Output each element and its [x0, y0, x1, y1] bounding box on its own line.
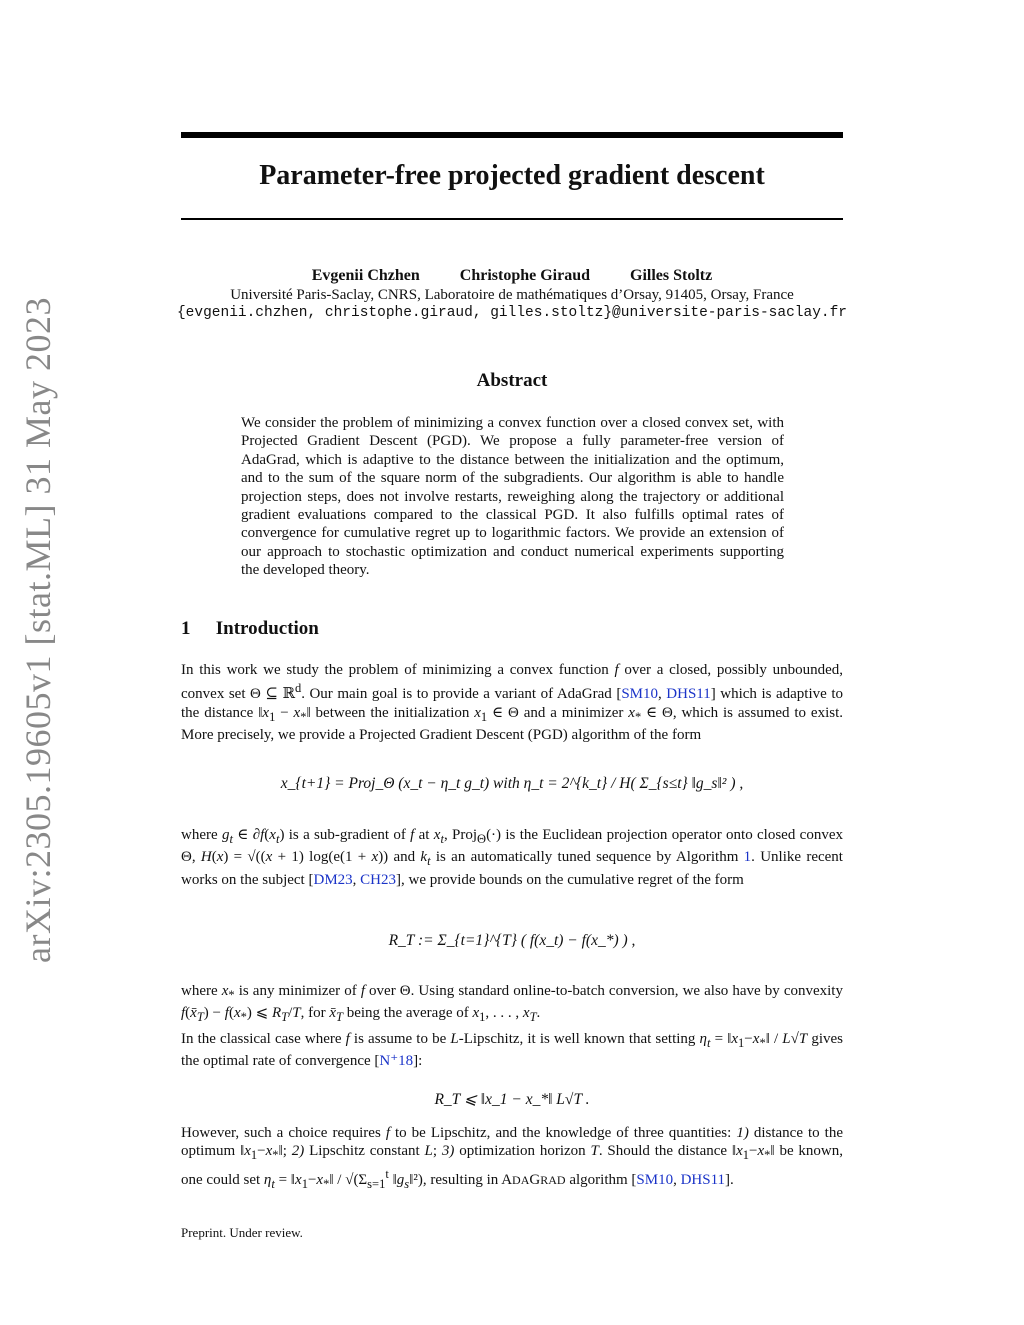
author-list: [181, 267, 843, 285]
citation-link[interactable]: DHS11: [680, 1171, 726, 1188]
footer-note: Preprint. Under review.: [181, 1225, 303, 1240]
citation-link[interactable]: N⁺18: [379, 1053, 414, 1070]
author-name: Evgenii Chzhen: [311, 267, 420, 284]
author-name: Gilles Stoltz: [630, 267, 713, 284]
equation-bound: R_T ⩽ ‖x_1 − x_*‖ L√T .: [434, 1091, 590, 1108]
citation-link[interactable]: CH23: [360, 871, 396, 888]
intro-paragraph-4: In the classical case where f is assume to be L-Lipschitz, it is well known that setting $\eta_t$ = $‖x_1-x_*‖ / L√T$ gives the optimal rate of convergence [N⁺18]:: [181, 1031, 843, 1070]
section-heading: [181, 618, 319, 640]
affiliation: Université Paris-Saclay, CNRS, Laboratoire de mathématiques d’Orsay, 91405, Orsay, France: [230, 287, 794, 303]
citation-link[interactable]: DM23: [313, 871, 353, 888]
intro-paragraph-5: However, such a choice requires f to be Lipschitz, and the knowledge of three quantities: 1) distance to the optimum $‖x_1-x_*‖$; 2) Lipschitz constant L; 3) optimization horizon T. Should the distance $‖x_1-x_*‖$ be known, one could set $\eta_t$ = $‖x_1-x_*‖ / √(\Sigma_{s=1}^t$ $‖g_s‖^2$), resulting in ADAGRAD algorithm [SM10, DHS11].: [181, 1125, 844, 1191]
arxiv-sidebar-stamp: [8, 297, 68, 963]
intro-paragraph-1: In this work we study the problem of minimizing a convex function f over a closed, possibly unbounded, convex set Θ ⊆ ℝ$^d$. Our main goal is to provide a variant of AdaGrad [SM10, DHS11] which is adaptive to the distance $‖x_1$ − $x_*‖$ between the initialization $x_1$ ∈ Θ and a minimizer $x_*$ ∈ Θ, which is assumed to exist. More precisely, we provide a Projected Gradient Descent (PGD) algorithm of the form: [181, 662, 843, 744]
equation-pgd: x_{t+1} = Proj_Θ (x_t − η_t g_t) with η_t = 2^{k_t} / H( Σ_{s≤t} ‖g_s‖² ) ,: [280, 775, 744, 792]
abstract-heading: Abstract: [476, 370, 548, 391]
title-bottom-rule: [181, 218, 843, 220]
arxiv-id: arXiv:2305.19605v1 [stat.ML] 31 May 2023: [18, 297, 58, 963]
section-title: Introduction: [215, 618, 319, 639]
citation-link[interactable]: SM10: [621, 686, 659, 703]
section-number: 1: [181, 618, 191, 639]
author-name: Christophe Giraud: [459, 267, 591, 284]
citation-link[interactable]: DHS11: [666, 686, 711, 703]
title-top-rule: [181, 132, 843, 138]
author-emails: {evgenii.chzhen, christophe.giraud, gilles.stoltz}@universite-paris-saclay.fr: [176, 305, 847, 321]
algorithm-link[interactable]: 1: [743, 849, 752, 866]
intro-paragraph-3: where $x_*$ is any minimizer of f over Θ. Using standard online-to-batch conversion, we also have by convexity $f(x̄_T) - f(x_*)$ ⩽ $R_T/T$, for $x̄_T$ being the average of $x_1$, . . . , $x_T$.: [181, 983, 843, 1025]
abstract-text: We consider the problem of minimizing a convex function over a closed convex set, with Projected Gradient Descent (PGD). We propose a fully parameter-free version of AdaGrad, which is adaptive to the distance between the initialization and the optimum, and to the sum of the square norm of the subgradients. Our algorithm is able to handle projection steps, does not involve restarts, reweighing along the trajectory or additional gradient evaluations compared to the classical PGD. It also fulfills optimal rates of convergence for cumulative regret up to logarithmic factors. We provide an extension of our approach to stochastic optimization and conduct numerical experiments supporting the developed theory.: [241, 415, 784, 579]
citation-link[interactable]: SM10: [636, 1171, 674, 1188]
intro-paragraph-2: where $g_t$ ∈ $\partial f(x_t)$ is a sub-gradient of f at $x_t$, Proj$_\Theta$(·) is the Euclidean projection operator onto closed convex Θ, H(x) = √((x + 1) log(e(1 + x)) and $k_t$ is an automatically tuned sequence by Algorithm 1. Unlike recent works on the subject [DM23, CH23], we provide bounds on the cumulative regret of the form: [181, 827, 843, 888]
paper-title: Parameter-free projected gradient descent: [259, 160, 765, 191]
equation-regret: R_T := Σ_{t=1}^{T} ( f(x_t) − f(x_*) ) ,: [388, 932, 636, 949]
